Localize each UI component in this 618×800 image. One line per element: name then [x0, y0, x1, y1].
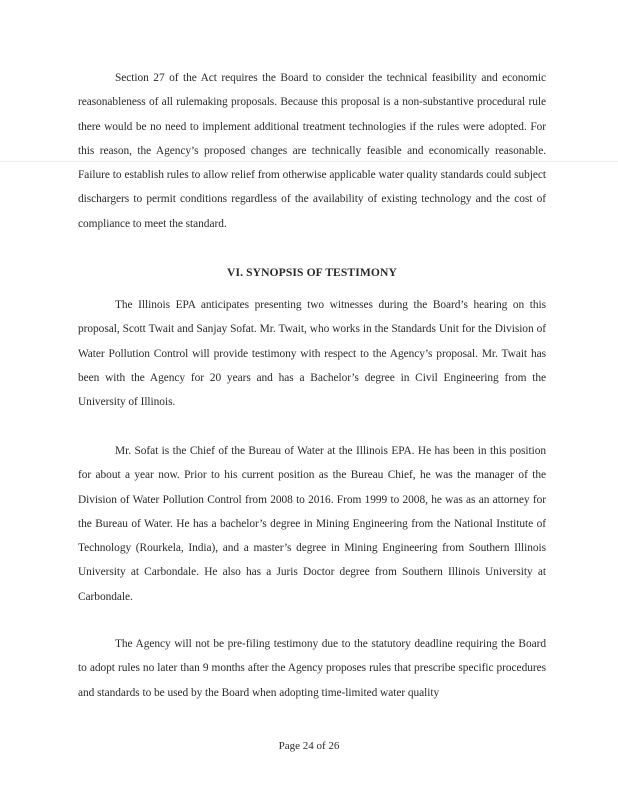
paragraph-witnesses: The Illinois EPA anticipates presenting two witnesses during the Board’s hearing on this proposal, Scott Twait and Sanjay Sofat. Mr. Twait, who works in the Standards Unit for the Division of Water Pollution Control will provide testimony with respect to the Agency’s proposal. Mr. Twait has been with the Agency for 20 years and has a Bachelor’s degree in Civil Engineering from the University of Illinois. [78, 299, 546, 408]
paragraph-technical-feasibility: Section 27 of the Act requires the Board to consider the technical feasibility and economic reasonableness of all rulemaking proposals. Because this proposal is a non-substantive procedural rule there would be no need to implement additional treatment technologies if the rules were adopted. For this reason, the Agency’s proposed changes are technically feasible and economically reasonable. Failure to establish rules to allow relief from otherwise applicable water quality standards could subject dischargers to permit conditions regardless of the availability of existing technology and the cost of compliance to meet the standard. [78, 72, 546, 230]
paragraph-prefiling: The Agency will not be pre-filing testimony due to the statutory deadline requiring the Board to adopt rules no later than 9 months after the Agency proposes rules that prescribe specific procedures and standards to be used by the Board when adopting time-limited water quality [78, 638, 546, 699]
section-heading: VI. SYNOPSIS OF TESTIMONY [226, 266, 397, 279]
page-number-footer: Page 24 of 26 [278, 740, 340, 752]
paragraph-sofat-bio: Mr. Sofat is the Chief of the Bureau of Water at the Illinois EPA. He has been in this position for about a year now. Prior to his current position as the Bureau Chief, he was the manager of the Division of Water Pollution Control from 2008 to 2016. From 1999 to 2008, he was as an attorney for the Bureau of Water. He has a bachelor’s degree in Mining Engineering from the National Institute of Technology (Rourkela, India), and a master’s degree in Mining Engineering from Southern Illinois University at Carbondale. He also has a Juris Doctor degree from Southern Illinois University at Carbondale. [78, 445, 546, 603]
